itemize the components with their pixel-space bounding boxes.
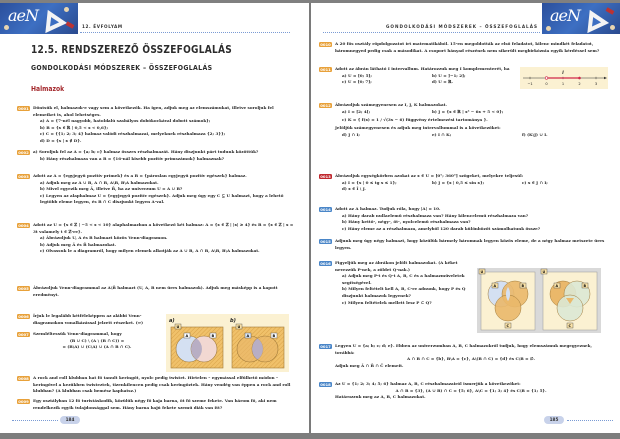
problem-part: c) Milyen feltételek mellett lesz P ⊂ Q? — [342, 299, 432, 305]
problem-number-badge: 0002 — [18, 149, 29, 155]
problem-text: Szemléltessük Venn-diagrammal, hogy — [33, 331, 122, 336]
number-line-figure — [520, 67, 608, 89]
problem-0013 — [320, 173, 607, 193]
label-b: B — [521, 284, 525, 288]
problem-part: b) Hány kettő-, négy-, öt-, nyolcelemű részhalmaza van? — [342, 219, 471, 225]
problem-number-badge: 0016 — [320, 260, 331, 266]
problem-text: A rock and roll klubban hat fő tanult keringőt, nyolc pedig twistet. Hirtelen – egymással elfűlhető módon – keringővel a kezükben twisteztek, tizenkilencen pedig csak keringőztek. Hány vendég van éppen a rock and roll klubban? (A klubban csak bemész kaphatsz.) — [33, 375, 291, 394]
label-c: C — [506, 324, 509, 328]
problem-number-badge: 0012 — [320, 102, 331, 108]
problem-0016 — [320, 260, 471, 306]
three-set-venn-pair — [477, 268, 601, 333]
problem-number-badge: 0006 — [18, 313, 29, 319]
problem-part: c) C = {{1; 2; 3; 4} halmaz valódi részhalmazai, melyeknek részhalmaza {2; 3}}; — [40, 131, 226, 137]
axis-tick-label: 1 — [561, 82, 565, 86]
header-banner-image — [542, 3, 620, 34]
page-number: 185 — [544, 416, 564, 424]
problem-text: a) Soroljuk fel az A = {a; b; c} halmaz összes részhalmazát. Hány diszjunkt párt tudunk közöttük? — [33, 149, 259, 154]
problem-number-badge: 0017 — [320, 343, 331, 349]
problem-text: Ábrázoljuk Venn-diagrammal az A\B̄ halmazt (U, A, B nem üres halmazok). Adjuk meg másképp is a kapott eredményt. — [33, 285, 278, 297]
problem-text: Legyen U = {a; b; c; d; e}. Ebben az univerzumban A, B, C halmazokról tudjuk, hogy elemszámuk megegyeznek, továbbá: — [335, 343, 592, 355]
label-u: U — [237, 325, 241, 329]
book-spread — [0, 3, 620, 433]
closed-endpoint — [578, 77, 581, 80]
running-head: GONDOLKODÁSI MÓDSZEREK – ÖSSZEFOGLALÁS — [385, 24, 538, 29]
problem-part: e) I ∩ K; — [432, 131, 452, 137]
problem-0010 — [320, 41, 607, 54]
problem-number-badge: 0007 — [18, 331, 29, 337]
problem-text: Az U = {1; 2; 3; 4; 5; 6} halmaz A, B, C részhalmazairól ismerjük a következőket: — [335, 381, 521, 386]
header-dotted-rule — [323, 32, 540, 33]
problem-text: Döntsük el, halmazok-e vagy sem a következők. Ha igen, adjuk meg az elemszámukat, illetve soroljuk fel elemeiket is, ahol lehetséges. — [33, 105, 274, 117]
interval-label: I — [562, 70, 564, 75]
label-u: U — [480, 270, 484, 274]
decor-mark — [606, 7, 615, 14]
problem-text: Adott az A halmaz. Tudjuk róla, hogy |A| = 10. — [335, 206, 441, 211]
problem-number-badge: 0003 — [18, 173, 29, 179]
label-b: B — [272, 334, 276, 338]
venn-label-a: a) — [169, 318, 175, 324]
problem-text: Ábrázoljuk számegyenesen az I, J, K halmazokat. — [335, 102, 447, 107]
decor-mark — [66, 21, 75, 28]
problem-0017 — [320, 343, 607, 369]
problem-part: d) J ∩ I; — [342, 131, 360, 137]
problem-0009 — [18, 398, 295, 411]
problem-part: c) Hány eleme az a részhalmaza, amelyből 120 darab különbözőt számolhatunk össze? — [342, 225, 541, 231]
problem-part: b) B = {x ∈ ℝ | 0,5 < x < 0,6}; — [40, 124, 109, 130]
set-square-icon — [579, 5, 609, 33]
section-subtitle: GONDOLKODÁSI MÓDSZEREK – ÖSSZEFOGLALÁS — [31, 63, 213, 72]
problem-text: Adjunk meg úgy négy halmazt, hogy közülük bármely háromnak legyen közös eleme, de a négy halmaz metszete üres legyen. — [335, 238, 605, 250]
problem-text: Adott az A = {egyjegyű pozitív prímek} és a B = {pároslan egyjegyű pozitív egészek} halmaz. — [33, 173, 247, 178]
problem-text: A 20 fős osztály röpdolgozatot írt matematikából. 15-en megoldották az első feladatot, kilenc mindkét feladatot, háromnegyed pedig csak a másodikat. A csoport hányad részének nem sikerült megbirkóznia egyik kérdéssel sem? — [335, 41, 600, 53]
problem-0015 — [320, 238, 607, 251]
open-endpoint — [545, 77, 548, 80]
label-a: A — [246, 334, 250, 338]
problem-part: a) U = [0; 5]; — [342, 72, 372, 78]
problem-formula: A ∩ B ∩ C = {b}, B\A = {c}, A\(B ∩ C) = {d} és C\B = ∅. — [407, 356, 535, 362]
problem-number-badge: 0013 — [320, 173, 331, 179]
problem-part: Adjuk meg Ā ∩ B̄ ∩ C̄ elemeit. — [335, 362, 404, 368]
problem-0003 — [18, 173, 295, 206]
problem-part: b) Hány részhalmaza van a B = {16-nál kisebb pozitív prímszámok} halmaznak? — [40, 155, 225, 161]
problem-text: Figyeljük meg az ábrákon jelölt halmazokat. (A kéket nevezzük P-nek, a zöldet Q-nak.) — [335, 260, 458, 272]
problem-number-badge: 0009 — [18, 398, 29, 404]
running-head: 12. ÉVFOLYAM — [82, 24, 123, 29]
problem-number-badge: 0018 — [320, 381, 331, 387]
axis-tick-label: −1 — [527, 82, 533, 86]
problem-number-badge: 0010 — [320, 41, 331, 47]
problem-0002 — [18, 149, 295, 162]
problem-0007 — [18, 331, 161, 351]
problem-part: b) Adjuk meg Ā és B̄ halmazokat. — [40, 241, 117, 247]
banner-letters: aeN — [550, 6, 581, 25]
problem-text: Ábrázoljuk egységkörben azokat az x ∈ U = [0°; 360°] szögeket, melyekre teljesül: — [335, 173, 524, 178]
decor-dot — [64, 7, 69, 12]
axis-arrow-icon — [604, 77, 607, 79]
footer-dotted-rule — [12, 420, 58, 421]
problem-text: Írjuk le legalább kétféleképpen az alábbi Venn-diagramokon vonalkázással jelzett részeket. (⇒) — [33, 313, 144, 325]
problem-0012 — [320, 102, 607, 138]
axis-tick-label: 2 — [578, 82, 581, 86]
problem-0018 — [320, 381, 607, 401]
label-b: B — [583, 284, 587, 288]
problem-part: d) U = ℝ. — [432, 79, 453, 85]
problem-text: Adott az U = {x ∈ ℤ | −5 < x < 10} alaphalmazban a következő két halmaz: A = {x ∈ ℤ | |x| ≥ 4} és B = {x ∈ ℤ | x = 3t valamely t ∈ ℤ-re}. — [33, 222, 294, 234]
venn-diagram-pair — [166, 314, 289, 372]
problem-part: c) U = [0; 7]; — [342, 79, 372, 85]
footer-dotted-rule — [567, 420, 613, 421]
axis-tick-label: 3 — [594, 82, 598, 86]
problem-0005 — [18, 285, 295, 298]
problem-0001 — [18, 105, 295, 145]
problem-formula: A ∩ B = {3}, (A ∪ B) ∩ C = {5; 6}, A\C = {1; 3; 4} és C\B = {1; 5}. — [395, 387, 547, 393]
problem-number-badge: 0001 — [18, 105, 29, 111]
problem-part: a) Hány darab nullaelemű részhalmaza van? Hány kilencelemű részhalmaza van? — [342, 212, 529, 218]
section-title: 12.5. RENDSZEREZŐ ÖSSZEFOGLALÁS — [31, 44, 232, 56]
problem-number-badge: 0005 — [18, 285, 29, 291]
problem-text: Adott az ábrán látható I intervallum. Határozzuk meg I komplementerét, ha — [335, 66, 510, 71]
set-square-icon — [37, 5, 67, 33]
problem-0008 — [18, 375, 295, 395]
problem-0014 — [320, 206, 607, 232]
problem-number-badge: 0015 — [320, 238, 331, 244]
problem-formula: (B ∪ C) \ (A \ (B ∩ C)) = — [69, 337, 125, 343]
problem-part: b) Mivel egyezik meg Ā, illetve B̄, ha az univerzum U = A ∪ B? — [40, 186, 183, 192]
label-a: A — [185, 334, 189, 338]
problem-part: d) D = {x | x ∉ D}. — [40, 137, 82, 143]
left-page — [0, 3, 310, 433]
label-a: A — [493, 284, 497, 288]
header-banner-image — [0, 3, 78, 34]
problem-part: c) Olvassuk le a diagramról, hogy milyen elemek alkotják az A ∪ B, A ∩ B, A\B, B\A halmazokat. — [40, 248, 260, 254]
banner-letters: aeN — [8, 6, 39, 25]
problem-0004 — [18, 222, 295, 255]
problem-part: c) Legyen az alaphalmaz U = {egyjegyű pozitív egészek}. Adjuk meg úgy egy C ⊆ U halmazt, hogy a lehető legtöbb eleme legyen, és B ∩ C diszjunkt legyen A-val. — [40, 192, 284, 205]
problem-part: a) Ábrázoljuk U, A és B halmazt közös Venn-diagramon. — [40, 235, 168, 241]
problem-part: c) x ∈ J ∩ I; — [522, 179, 548, 185]
axis-tick-label: 0 — [545, 82, 548, 86]
label-b: B — [211, 334, 215, 338]
problem-part: b) J = {x | 0,5 ≤ sin x}; — [432, 179, 485, 185]
problem-number-badge: 0014 — [320, 206, 331, 212]
problem-part: a) Adjuk meg P-t és Q-t A, B, C és a halmazműveletek segítségével. — [342, 273, 465, 285]
header-dotted-rule — [80, 32, 290, 33]
problem-part: a) A = {7-nél nagyobb, hatoldalú szabályos dobókockával dobott számok}; — [40, 118, 211, 124]
venn-label-b: b) — [230, 318, 236, 324]
problem-part: c) K = { f(x) = 1 / √(3x − 6) függvény értelmezési tartománya }. — [342, 117, 488, 123]
page-number: 184 — [60, 416, 80, 424]
problem-part: f) (K\J) ∪ I. — [522, 131, 548, 137]
problem-part: Határozzuk meg az A, B, C halmazokat. — [335, 394, 426, 400]
problem-part: d) x ∈ Ī \ J. — [342, 186, 366, 192]
topic-heading: Halmazok — [31, 85, 65, 93]
bottom-border — [0, 433, 620, 439]
problem-0011 — [320, 66, 515, 86]
problem-part: b) Milyen feltételt kell A, B, C-re adnunk, hogy P és Q diszjunkt halmazok legyenek? — [342, 286, 466, 298]
decor-dot — [546, 26, 551, 31]
label-u: U — [176, 325, 180, 329]
problem-part: b) J = {x ∈ ℝ | x² − 6x + 5 < 0}; — [432, 108, 504, 114]
problem-instruction: Jelöljük számegyenesen és adjuk meg intervallummal is a következőket: — [335, 125, 501, 131]
problem-number-badge: 0008 — [18, 375, 29, 381]
problem-formula: = (B\A) ∪ (C\A) ∪ (A ∩ B ∩ C). — [62, 344, 132, 350]
decor-dot — [610, 25, 615, 30]
problem-part: a) Adjuk meg az A ∪ B, A ∩ B, A\B, B\A halmazokat. — [40, 179, 159, 185]
problem-number-badge: 0011 — [320, 66, 331, 72]
label-c: C — [568, 324, 571, 328]
problem-0006 — [18, 313, 161, 326]
label-u: U — [542, 270, 546, 274]
problem-text: Egy osztályban 12 fő turistáskodik, közülük négy fő kaja barna, öt fő szeme fekete. Van három fő, aki nem rendelkezik egyik tulajdonsággal sem. Hány barna hajú fekete szemű diák van itt? — [33, 398, 277, 410]
decor-dot — [4, 25, 9, 30]
problem-part: b) U = ]−1; 2]; — [432, 72, 466, 78]
problem-number-badge: 0004 — [18, 222, 29, 228]
label-a: A — [555, 284, 559, 288]
problem-part: a) I = {x | 0 ≤ tg x ≤ 1}; — [342, 179, 397, 185]
problem-part: a) I = [2; 4[; — [342, 108, 371, 114]
